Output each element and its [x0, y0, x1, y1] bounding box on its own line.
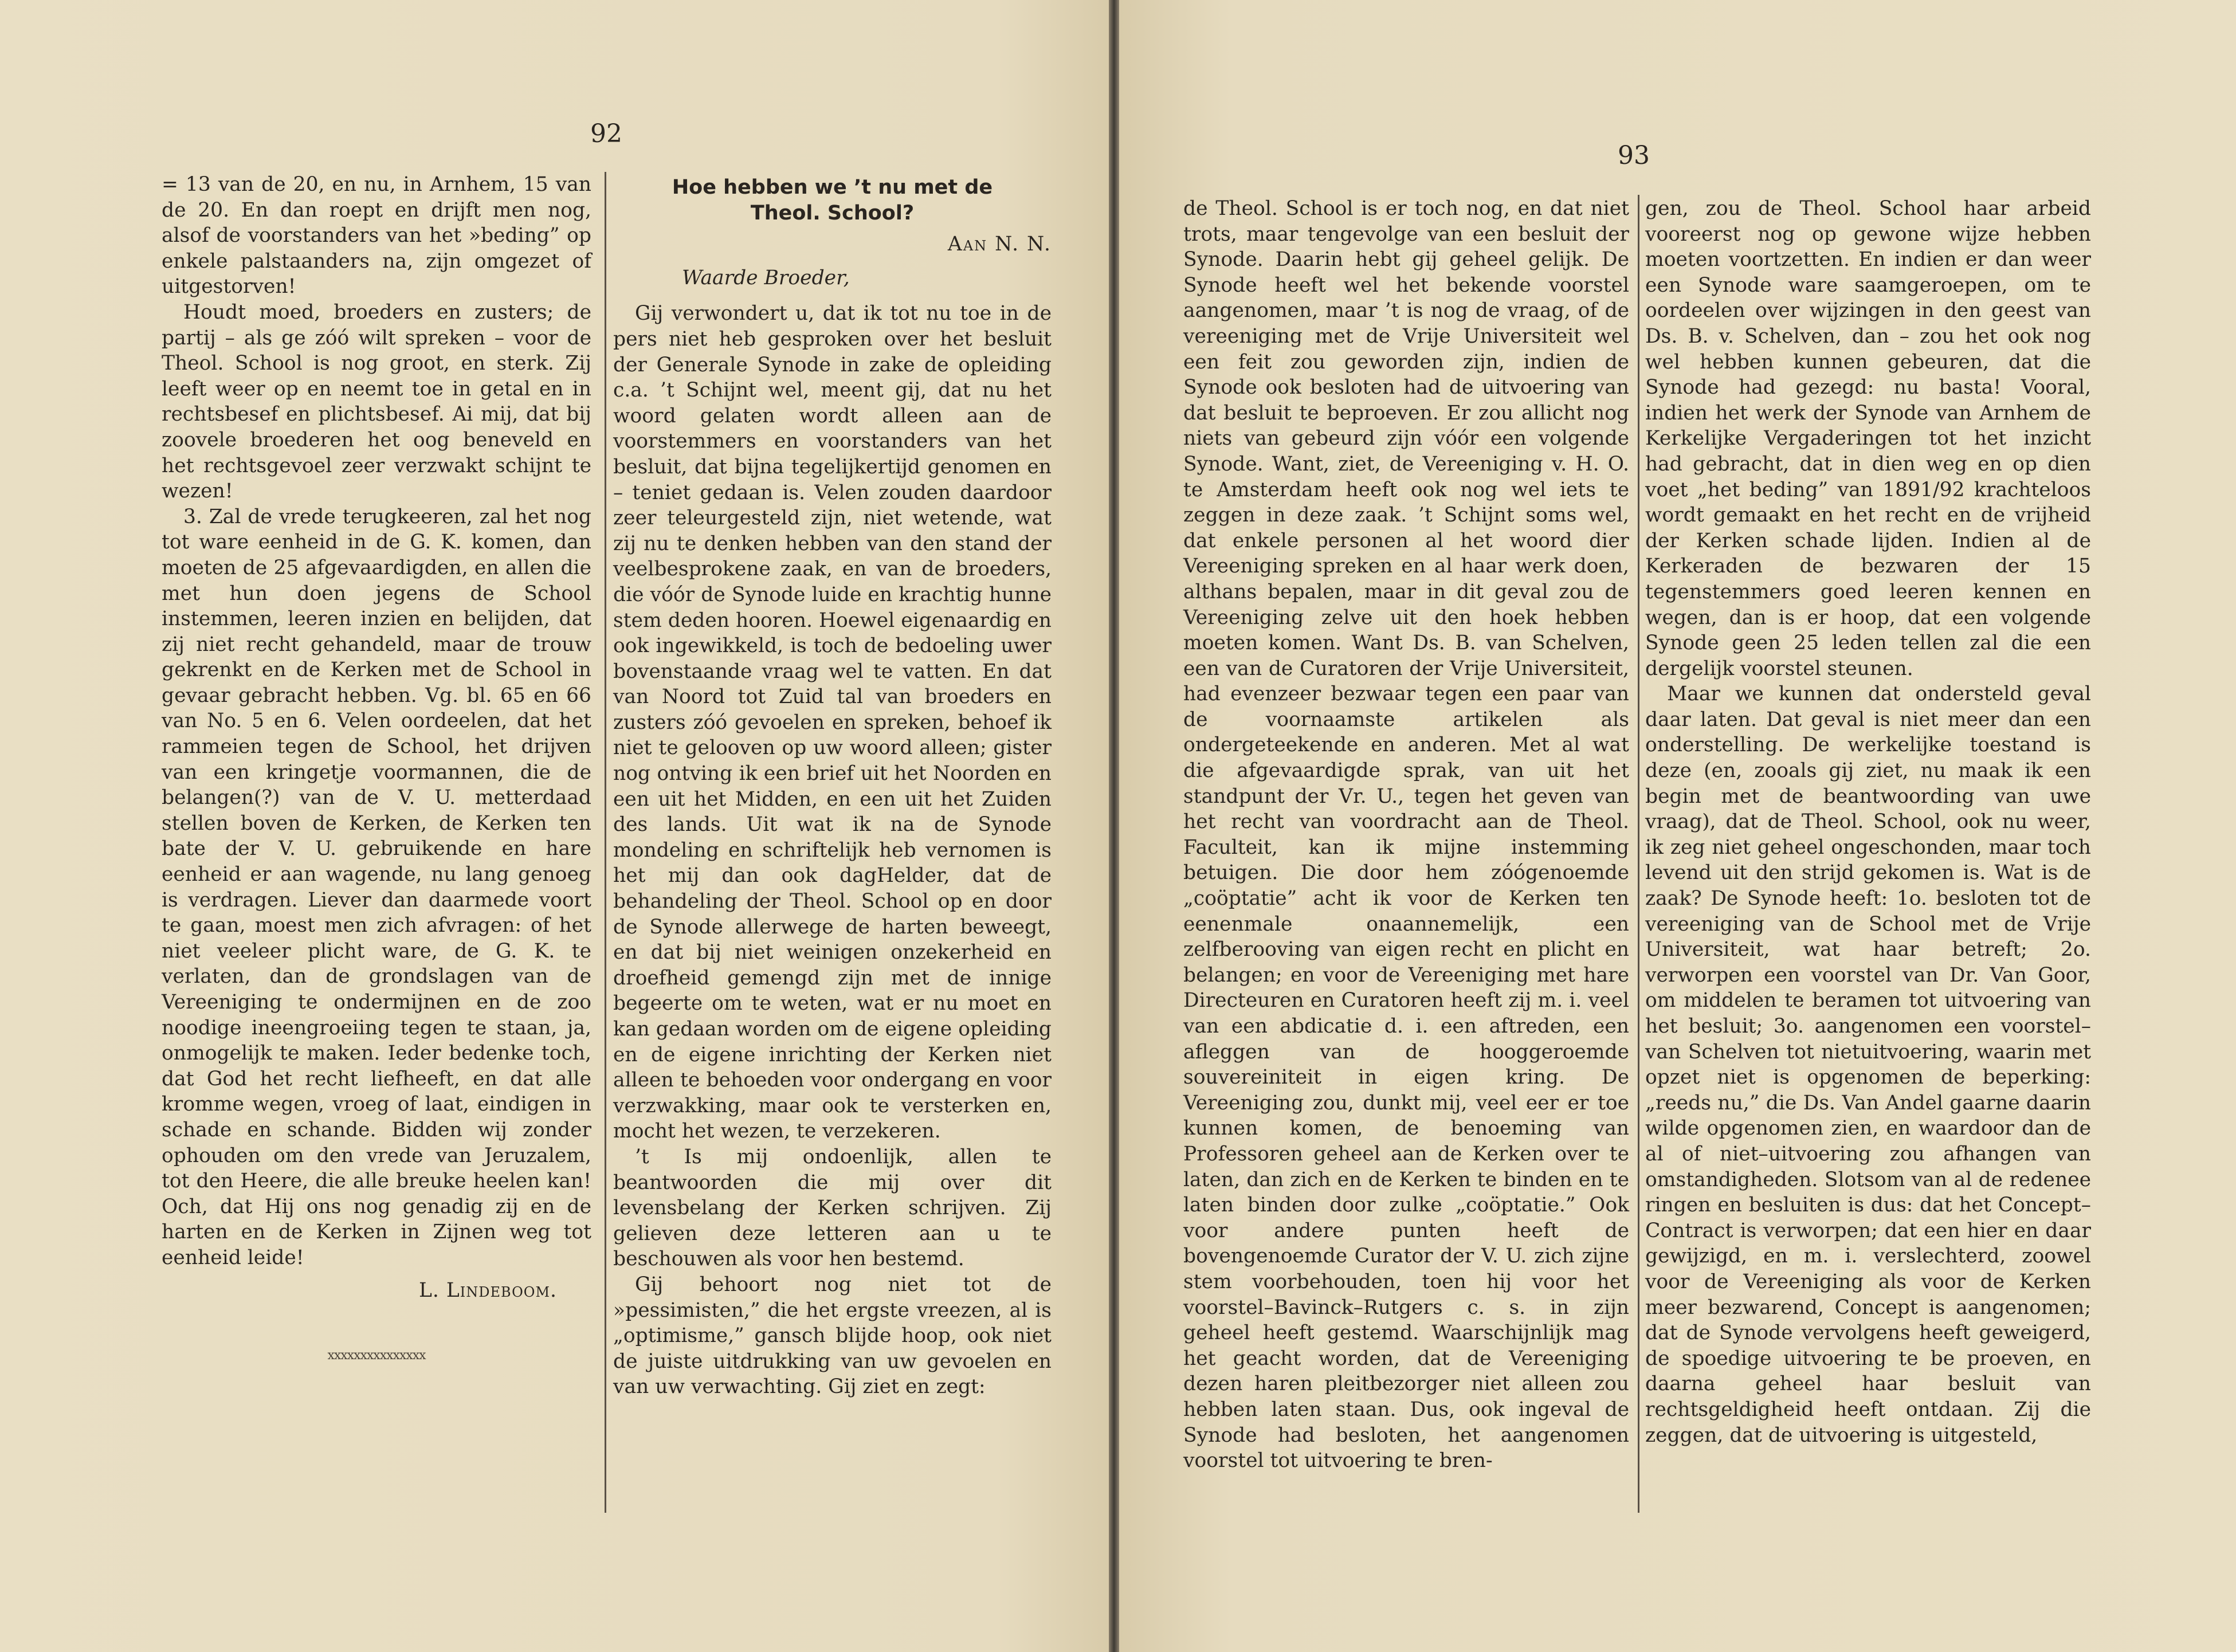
left-page: [0, 0, 1109, 1652]
signature: L. Lindeboom.: [419, 1278, 557, 1302]
right-column-1: [1183, 196, 1629, 1474]
addressee: Aan N. N.: [947, 233, 1052, 256]
paragraph: Gij verwondert u, dat ik tot nu toe in de pers niet heb gesproken over het besluit der Generale Synode in zake de opleiding c.a. ’t Schijnt wel, meent gij, dat nu het woord gelaten wordt alleen aan de voorstemmers en voorstanders van het besluit, dat bijna tegelijkertijd genomen en – teniet gedaan is. Velen zouden daardoor zeer teleurgesteld zijn, niet wetende, wat zij nu te denken hebben van den stand der veelbesprokene zaak, en van de broeders, die vóór de Synode luide en krachtig hunne stem deden hooren. Hoewel eigenaardig en ook ingewikkeld, is toch de bedoeling uwer bovenstaande vraag wel te vatten. En dat van Noord tot Zuid tal van broeders en zusters zóó gevoelen en spreken, behoef ik niet te gelooven op uw woord alleen; gister nog ontving ik een brief uit het Noorden en een uit het Midden, en een uit het Zuiden des lands. Uit wat ik na de Synode mondeling en schriftelijk heb vernomen is het mij dan ook dagHelder, dat de behandeling der Theol. School op en door de Synode allerwege de harten beweegt, en dat bij niet weinigen onzekerheid en droefheid gemengd zijn met de innige begeerte om te weten, wat er nu moet en kan gedaan worden om de eigene opleiding en de eigene inrichting der Kerken niet alleen te behoeden voor ondergang en voor verzwakking, maar ook te versterken en, mocht het wezen, te verzekeren.: [613, 302, 1052, 1143]
ornament-divider: xxxxxxxxxxxxxxx: [327, 1348, 426, 1363]
article-title-line1: Hoe hebben we ’t nu met de: [672, 176, 993, 199]
right-column-2: [1645, 196, 2091, 1448]
paragraph: ’t Is mij ondoenlijk, allen te beantwoorden die mij over dit levensbelang der Kerken schrijven. Zij gelieven deze letteren aan u te beschouwen als voor hen bestemd.: [613, 1145, 1052, 1271]
page-number-left: 92: [590, 119, 622, 148]
column-rule: [605, 172, 606, 1513]
paragraph: Houdt moed, broeders en zusters; de partij – als ge zóó wilt spreken – voor de Theol. School is nog groot, en sterk. Zij leeft weer op en neemt toe in getal en in rechtsbesef en plichtsbesef. Ai mij, dat bij zoovele broederen het oog beneveld en het rechtsgevoel zeer verzwakt schijnt te wezen!: [162, 300, 591, 503]
paragraph: Gij behoort nog niet tot de »pessimisten,” die het ergste vreezen, al is „optimisme,” gansch blijde hoop, ook niet de juiste uitdrukking van uw gevoelen en van uw verwachting. Gij ziet en zegt:: [613, 1273, 1052, 1399]
salutation: Waarde Broeder,: [682, 266, 850, 289]
paragraph: Maar we kunnen dat ondersteld geval daar laten. Dat geval is niet meer dan een onderstelling. De werkelijke toestand is deze (en, zooals gij ziet, nu maak ik een begin met de beantwoording van uwe vraag), dat de Theol. School, ook nu weer, ik zeg niet geheel ongeschonden, maar toch levend uit den strijd gekomen is. Wat is de zaak? De Synode heeft: 1o. besloten tot de vereeniging van de School met de Vrije Universiteit, wat haar betreft; 2o. verworpen een voorstel van Dr. Van Goor, om middelen te beramen tot uitvoering van het besluit; 3o. aangenomen een voorstel–van Schelven tot nietuitvoering, waarin met opzet niet is opgenomen de beperking: „reeds nu,” die Ds. Van Andel gaarne daarin wilde opgenomen zien, en waardoor dan de al of niet–uitvoering zou afhangen van omstandigheden. Slotsom van al de redenee ringen en besluiten is dus: dat het Concept–Contract is verworpen; dat een hier en daar gewijzigd, en m. i. verslechterd, zoowel voor de Vereeniging als voor de Kerken meer bezwarend, Concept is aangenomen; dat de Synode vervolgens heeft geweigerd, de spoedige uitvoering te be proeven, en daarna geheel haar besluit van rechtsgeldigheid heeft ontdaan. Zij die zeggen, dat de uitvoering is uitgesteld,: [1645, 682, 2091, 1447]
paragraph: de Theol. School is er toch nog, en dat niet trots, maar tengevolge van een besluit der Synode. Daarin hebt gij geheel gelijk. De Synode heeft wel het bekende voorstel aangenomen, maar ’t is nog de vraag, of de vereeniging met de Vrije Universiteit wel een feit zou geworden zijn, indien de Synode ook besloten had de uitvoering van dat besluit te beproeven. Er zou allicht nog niets van gebeurd zijn vóór een volgende Synode. Want, ziet, de Vereeniging v. H. O. te Amsterdam heeft ook nog wel iets te zeggen in deze zaak. ’t Schijnt soms wel, dat enkele personen al het woord dier Vereeniging spreken en al haar werk doen, althans bepalen, maar in dit geval zou de Vereeniging zelve uit den hoek hebben moeten komen. Want Ds. B. van Schelven, een van de Curatoren der Vrije Universiteit, had evenzeer bezwaar tegen een paar van de voornaamste artikelen als ondergeteekende en anderen. Met al wat die afgevaardigde sprak, van uit het standpunt der Vr. U., tegen het geven van het recht van voordracht aan de Theol. Faculteit, kan ik mijne instemming betuigen. Die door hem zóógenoemde „coöptatie” acht ik voor de Kerken ten eenenmale onaannemelijk, een zelfberooving van eigen recht en plicht en belangen; en voor de Vereeniging met hare Directeuren en Curatoren heeft zij m. i. veel van een abdicatie d. i. een aftreden, een afleggen van de hooggeroemde souvereiniteit in eigen kring. De Vereeniging zou, dunkt mij, veel eer er toe kunnen komen, de benoeming van Professoren geheel aan de Kerken over te laten, dan zich en de Kerken te binden en te laten binden door zulke „coöptatie.” Ook voor andere punten heeft de bovengenoemde Curator der V. U. zich zijne stem voorbehouden, toen hij voor het voorstel–Bavinck–Rutgers c. s. in zijn geheel heeft gestemd. Waarschijnlijk mag het geacht worden, dat de Vereeniging dezen haren pleitbezorger niet alleen zou hebben laten staan. Dus, ook ingeval de Synode had besloten, het aangenomen voorstel tot uitvoering te bren-: [1183, 197, 1629, 1473]
paragraph: = 13 van de 20, en nu, in Arnhem, 15 van de 20. En dan roept en drijft men nog, alsof de voorstanders van het »beding” op enkele palstaanders na, zijn omgezet of uitgestorven!: [162, 173, 591, 299]
paragraph: gen, zou de Theol. School haar arbeid vooreerst nog op gewone wijze hebben moeten voortzetten. En indien er dan weer een Synode ware saamgeroepen, om te oordeelen over wijzingen in den geest van Ds. B. v. Schelven, dan – zou het ook nog wel hebben kunnen gebeuren, dat die Synode had gezegd: nu basta! Vooral, indien het werk der Synode van Arnhem de Kerkelijke Vergaderingen tot het inzicht had gebracht, dat in dien weg en op dien voet „het beding” van 1891/92 krachteloos wordt gemaakt en het recht en de vrijheid der Kerken schade lijden. Indien al de Kerkeraden de bezwaren der 15 tegenstemmers goed leeren kennen en wegen, dan is er hoop, dat een volgende Synode geen 25 leden tellen zal die een dergelijk voorstel steunen.: [1645, 197, 2091, 680]
page-number-right: 93: [1618, 141, 1650, 170]
right-page: [1119, 0, 2236, 1652]
column-rule: [1638, 195, 1639, 1513]
article-title-line2: Theol. School?: [750, 201, 915, 225]
paragraph: 3. Zal de vrede terugkeeren, zal het nog tot ware eenheid in de G. K. komen, dan moeten de 25 afgevaardigden, en allen die met hun doen jegens de School instemmen, leeren inzien en belijden, dat zij niet recht gehandeld, maar de trouw gekrenkt en de Kerken met de School in gevaar gebracht hebben. Vg. bl. 65 en 66 van No. 5 en 6. Velen oordeelen, dat het rammeien tegen de School, het drijven van een kringetje voormannen, die de belangen(?) van de V. U. metterdaad stellen boven de Kerken, de Kerken ten bate der V. U. gebruikende en hare eenheid er aan wagende, nu lang genoeg is verdragen. Liever dan daarmede voort te gaan, moest men zich afvragen: of het niet veeleer plicht ware, de G. K. te verlaten, dan de grondslagen van de Vereeniging te ondermijnen en de zoo noodige ineengroeiing tegen te staan, ja, onmogelijk te maken. Ieder bedenke toch, dat God het recht liefheeft, en dat alle kromme wegen, vroeg of laat, eindigen in schade en schande. Bidden wij zonder ophouden om den vrede van Jeruzalem, tot den Heere, die alle breuke heelen kan! Och, dat Hij ons nog genadig zij en de harten en de Kerken in Zijnen weg tot eenheid leide!: [162, 505, 591, 1269]
left-column-2: [613, 175, 1052, 1400]
left-column-1: [162, 172, 591, 1369]
book-gutter: [1109, 0, 1119, 1652]
